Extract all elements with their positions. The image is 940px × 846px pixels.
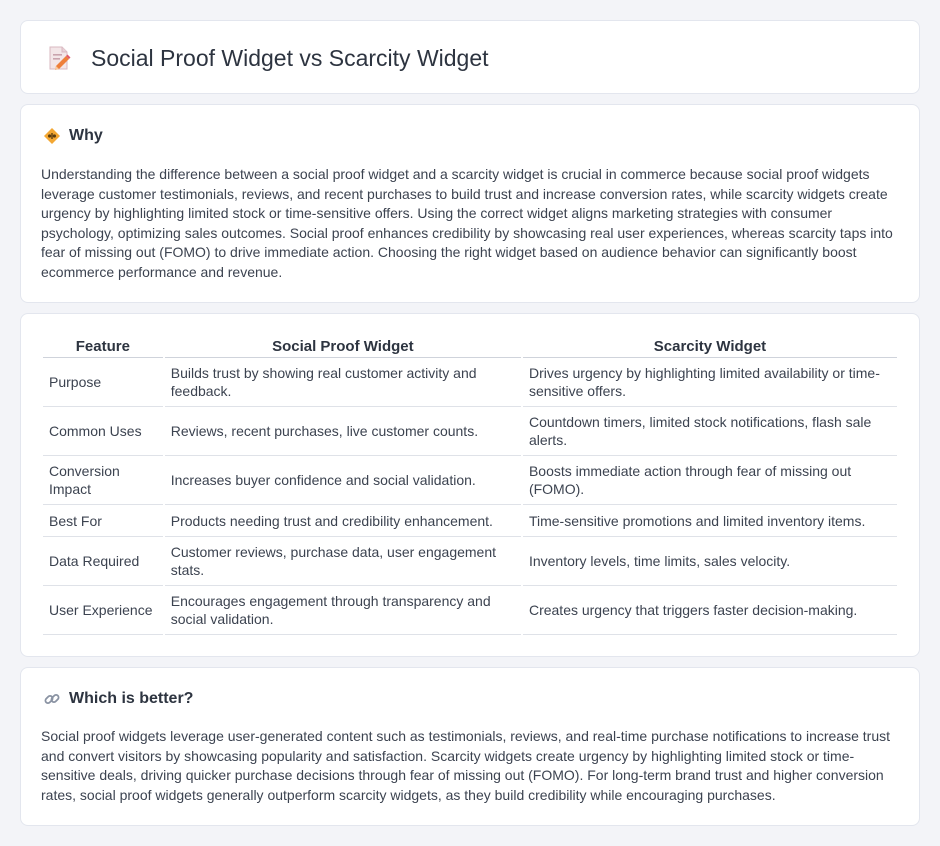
diamond-warning-icon <box>43 127 61 145</box>
comparison-section <box>20 313 920 657</box>
page-title: Social Proof Widget vs Scarcity Widget <box>91 44 489 71</box>
table-row <box>43 586 897 635</box>
table-row <box>43 537 897 586</box>
comparison-table <box>41 334 899 635</box>
title-card <box>20 20 920 94</box>
table-row <box>43 456 897 505</box>
table-row <box>43 407 897 456</box>
document-pencil-icon <box>47 45 71 71</box>
header-scarcity: Scarcity Widget <box>523 334 897 358</box>
scarcity-cell: Drives urgency by highlighting limited availability or time-sensitive offers. <box>523 358 897 407</box>
scarcity-cell: Time-sensitive promotions and limited inventory items. <box>523 505 897 537</box>
feature-cell: Common Uses <box>43 407 163 456</box>
feature-cell: Best For <box>43 505 163 537</box>
scarcity-cell: Inventory levels, time limits, sales velocity. <box>523 537 897 586</box>
social-proof-cell: Builds trust by showing real customer activity and feedback. <box>165 358 521 407</box>
social-proof-cell: Customer reviews, purchase data, user engagement stats. <box>165 537 521 586</box>
feature-cell: User Experience <box>43 586 163 635</box>
social-proof-cell: Reviews, recent purchases, live customer counts. <box>165 407 521 456</box>
scarcity-cell: Creates urgency that triggers faster decision-making. <box>523 586 897 635</box>
better-heading: Which is better? <box>69 690 194 707</box>
why-section <box>20 104 920 303</box>
scarcity-cell: Countdown timers, limited stock notifications, flash sale alerts. <box>523 407 897 456</box>
header-social-proof: Social Proof Widget <box>165 334 521 358</box>
table-row <box>43 505 897 537</box>
header-feature: Feature <box>43 334 163 358</box>
why-heading: Why <box>69 127 103 144</box>
better-text: Social proof widgets leverage user-generated content such as testimonials, reviews, and real-time purchase notifications to increase trust and convert visitors by showcasing popularity and satisfaction. Scarcity widgets create urgency by highlighting limited stock or time-sensitive deals, driving quicker purchase decisions through fear of missing out (FOMO). For long-term brand trust and higher conversion rates, social proof widgets generally outperform scarcity widgets, as they build credibility while encouraging purchases. <box>41 728 890 803</box>
social-proof-cell: Increases buyer confidence and social validation. <box>165 456 521 505</box>
social-proof-cell: Encourages engagement through transparency and social validation. <box>165 586 521 635</box>
scarcity-cell: Boosts immediate action through fear of missing out (FOMO). <box>523 456 897 505</box>
feature-cell: Purpose <box>43 358 163 407</box>
feature-cell: Data Required <box>43 537 163 586</box>
why-text: Understanding the difference between a social proof widget and a scarcity widget is crucial in commerce because social proof widgets leverage customer testimonials, reviews, and recent purchases to build trust and increase conversion rates, while scarcity widgets create urgency by highlighting limited stock or time-sensitive offers. Using the correct widget aligns marketing strategies with consumer psychology, optimizing sales outcomes. Social proof enhances credibility by showcasing real user experiences, whereas scarcity taps into fear of missing out (FOMO) to drive immediate action. Choosing the right widget based on audience behavior can significantly boost ecommerce performance and revenue. <box>41 166 893 280</box>
which-is-better-section <box>20 667 920 826</box>
link-icon <box>43 690 61 708</box>
feature-cell: Conversion Impact <box>43 456 163 505</box>
table-header-row <box>43 334 897 358</box>
table-row <box>43 358 897 407</box>
social-proof-cell: Products needing trust and credibility enhancement. <box>165 505 521 537</box>
